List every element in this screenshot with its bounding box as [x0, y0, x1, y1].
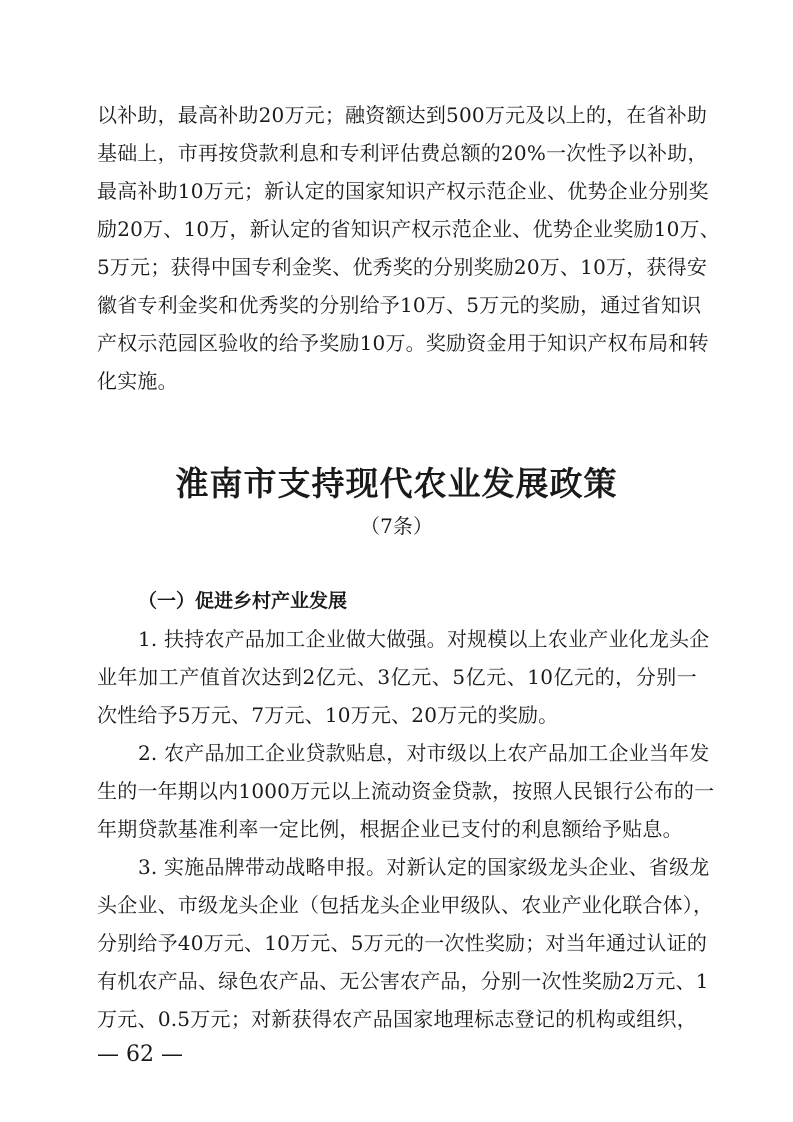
- text-line: 化实施。: [97, 369, 178, 393]
- section-heading: （一）促进乡村产业发展: [138, 590, 348, 612]
- text-line: 头企业、市级龙头企业（包括龙头企业甲级队、农业产业化联合体），: [97, 893, 714, 917]
- text-line: 1. 扶持农产品加工企业做大做强。对规模以上农业产业化龙头企: [138, 627, 710, 651]
- text-line: 2. 农产品加工企业贷款贴息，对市级以上农产品加工企业当年发: [138, 741, 710, 765]
- text-line: 分别给予40万元、10万元、5万元的一次性奖励；对当年通过认证的: [97, 931, 708, 955]
- text-line: 有机农产品、绿色农产品、无公害农产品，分别一次性奖励2万元、1: [97, 969, 709, 993]
- text-line: 产权示范园区验收的给予奖励10万。奖励资金用于知识产权布局和转: [97, 331, 709, 355]
- text-line: 徽省专利金奖和优秀奖的分别给予10万、5万元的奖励，通过省知识: [97, 293, 702, 317]
- text-line: 励20万、10万，新认定的省知识产权示范企业、优势企业奖励10万、: [97, 217, 720, 241]
- text-line: 生的一年期以内1000万元以上流动资金贷款，按照人民银行公布的一: [97, 779, 715, 803]
- text-line: 5万元；获得中国专利金奖、优秀奖的分别奖励20万、10万，获得安: [97, 255, 708, 279]
- text-line: 万元、0.5万元；对新获得农产品国家地理标志登记的机构或组织，: [97, 1007, 697, 1031]
- page-title: 淮南市支持现代农业发展政策: [175, 464, 618, 503]
- text-line: 业年加工产值首次达到2亿元、3亿元、5亿元、10亿元的，分别一: [97, 665, 697, 689]
- text-line: 以补助，最高补助20万元；融资额达到500万元及以上的，在省补助: [97, 103, 708, 127]
- text-line: 次性给予5万元、7万元、10万元、20万元的奖励。: [97, 703, 559, 727]
- text-line: 年期贷款基准利率一定比例，根据企业已支付的利息额给予贴息。: [97, 817, 683, 841]
- text-line: 基础上，市再按贷款利息和专利评估费总额的20%一次性予以补助，: [97, 141, 708, 165]
- text-line: 3. 实施品牌带动战略申报。对新认定的国家级龙头企业、省级龙: [138, 855, 710, 879]
- text-line: 最高补助10万元；新认定的国家知识产权示范企业、优势企业分别奖: [97, 179, 709, 203]
- page-number: — 62 —: [97, 1042, 183, 1067]
- page-subtitle: （7条）: [360, 514, 433, 538]
